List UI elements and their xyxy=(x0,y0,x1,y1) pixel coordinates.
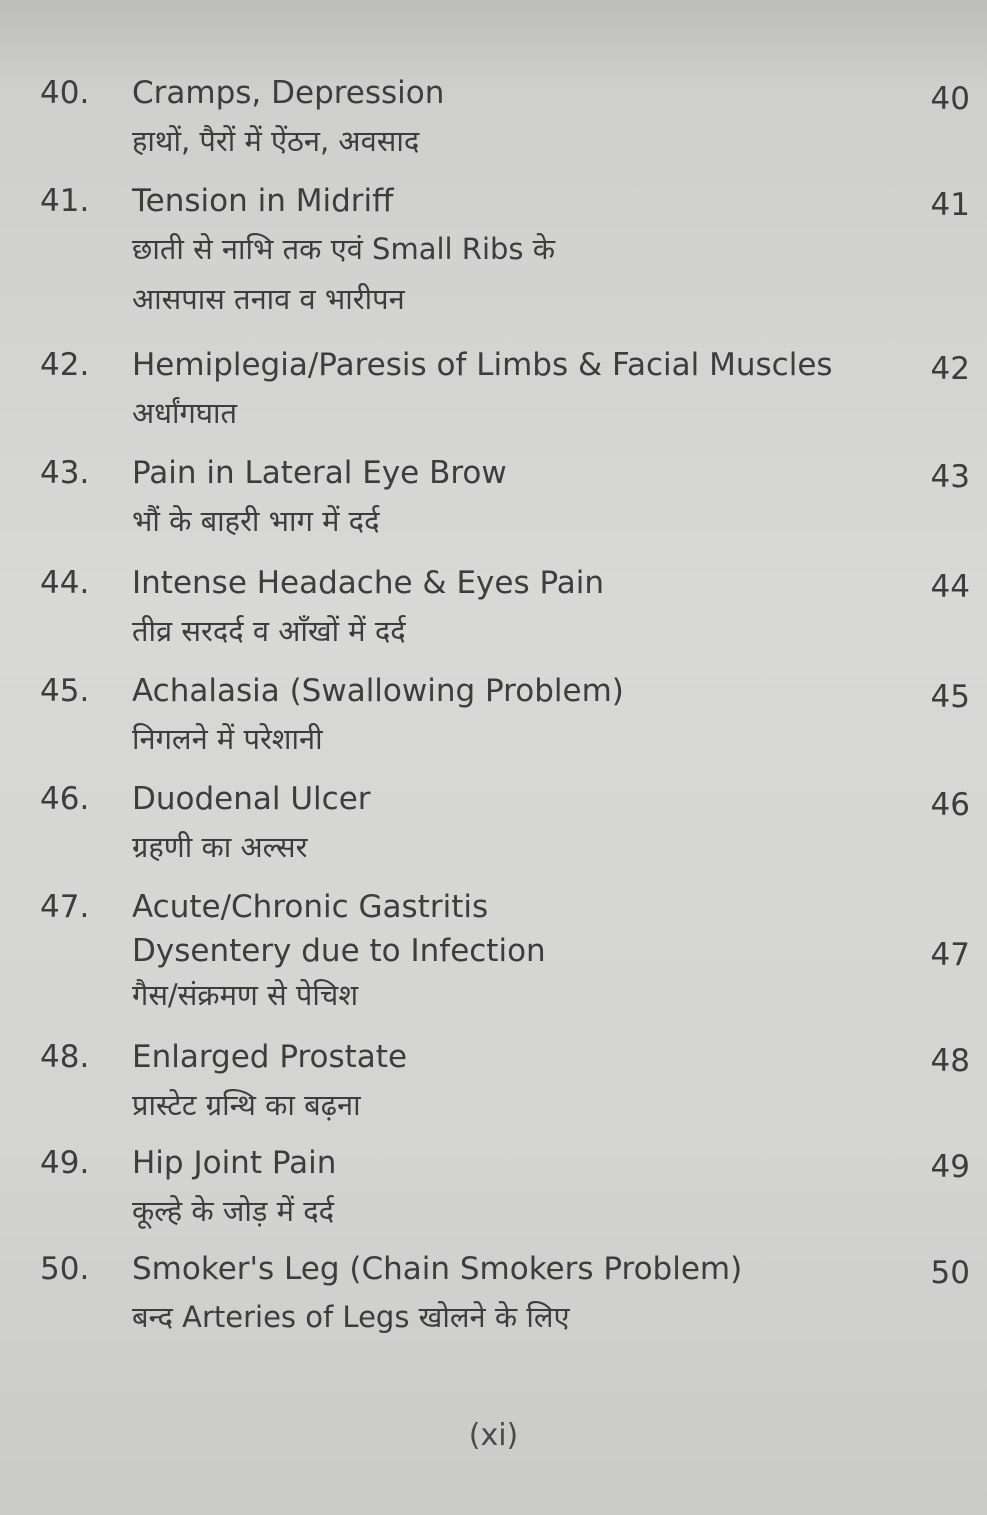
entry-number: 43. xyxy=(40,455,90,491)
toc-entry xyxy=(40,776,970,884)
entry-title: Dysentery due to Infection xyxy=(132,933,546,969)
entry-page-number: 41 xyxy=(930,187,970,223)
entry-number: 46. xyxy=(40,781,90,817)
entry-subtitle: अर्धांगघात xyxy=(132,396,238,430)
entry-subtitle: तीव्र सरदर्द व आँखों में दर्द xyxy=(132,614,406,648)
entry-page-number: 50 xyxy=(930,1255,970,1291)
entry-page-number: 45 xyxy=(930,679,970,715)
entry-number: 44. xyxy=(40,565,90,601)
entry-number: 42. xyxy=(40,347,90,383)
entry-subtitle: बन्द Arteries of Legs खोलने के लिए xyxy=(132,1300,570,1334)
entry-title: Hemiplegia/Paresis of Limbs & Facial Muscles xyxy=(132,347,833,383)
toc-entry xyxy=(40,1034,970,1140)
entry-subtitle: ग्रहणी का अल्सर xyxy=(132,830,308,864)
entry-title: Pain in Lateral Eye Brow xyxy=(132,455,507,491)
entry-subtitle: हाथों, पैरों में ऐंठन, अवसाद xyxy=(132,124,420,158)
toc-entry xyxy=(40,450,970,560)
page-folio: (xi) xyxy=(468,1418,519,1453)
table-of-contents xyxy=(40,70,970,1346)
entry-subtitle: कूल्हे के जोड़ में दर्द xyxy=(132,1194,334,1228)
entry-number: 40. xyxy=(40,75,90,111)
entry-subtitle: प्रास्टेट ग्रन्थि का बढ़ना xyxy=(132,1088,361,1122)
entry-page-number: 40 xyxy=(930,81,970,117)
entry-number: 48. xyxy=(40,1039,90,1075)
entry-subtitle: छाती से नाभि तक एवं Small Ribs के xyxy=(132,232,556,266)
toc-entry xyxy=(40,1140,970,1246)
entry-page-number: 48 xyxy=(930,1043,970,1079)
entry-number: 50. xyxy=(40,1251,90,1287)
entry-page-number: 47 xyxy=(930,937,970,973)
toc-entry xyxy=(40,668,970,776)
entry-title: Cramps, Depression xyxy=(132,75,445,111)
entry-title: Tension in Midriff xyxy=(132,183,394,219)
entry-page-number: 46 xyxy=(930,787,970,823)
entry-title: Acute/Chronic Gastritis xyxy=(132,889,489,925)
entry-subtitle: आसपास तनाव व भारीपन xyxy=(132,282,405,316)
toc-entry xyxy=(40,1246,970,1346)
entry-page-number: 44 xyxy=(930,569,970,605)
toc-entry xyxy=(40,884,970,1034)
entry-subtitle: गैस/संक्रमण से पेचिश xyxy=(132,978,359,1012)
entry-page-number: 49 xyxy=(930,1149,970,1185)
entry-number: 49. xyxy=(40,1145,90,1181)
entry-subtitle: निगलने में परेशानी xyxy=(132,722,323,756)
entry-page-number: 42 xyxy=(930,351,970,387)
toc-entry xyxy=(40,342,970,450)
entry-title: Achalasia (Swallowing Problem) xyxy=(132,673,624,709)
entry-number: 45. xyxy=(40,673,90,709)
entry-subtitle: भौं के बाहरी भाग में दर्द xyxy=(132,504,380,538)
entry-title: Smoker's Leg (Chain Smokers Problem) xyxy=(132,1251,743,1287)
toc-entry xyxy=(40,70,970,178)
entry-title: Intense Headache & Eyes Pain xyxy=(132,565,605,601)
entry-title: Duodenal Ulcer xyxy=(132,781,371,817)
entry-title: Enlarged Prostate xyxy=(132,1039,408,1075)
toc-entry xyxy=(40,178,970,342)
toc-entry xyxy=(40,560,970,668)
entry-number: 47. xyxy=(40,889,90,925)
entry-number: 41. xyxy=(40,183,90,219)
entry-page-number: 43 xyxy=(930,459,970,495)
entry-title: Hip Joint Pain xyxy=(132,1145,337,1181)
